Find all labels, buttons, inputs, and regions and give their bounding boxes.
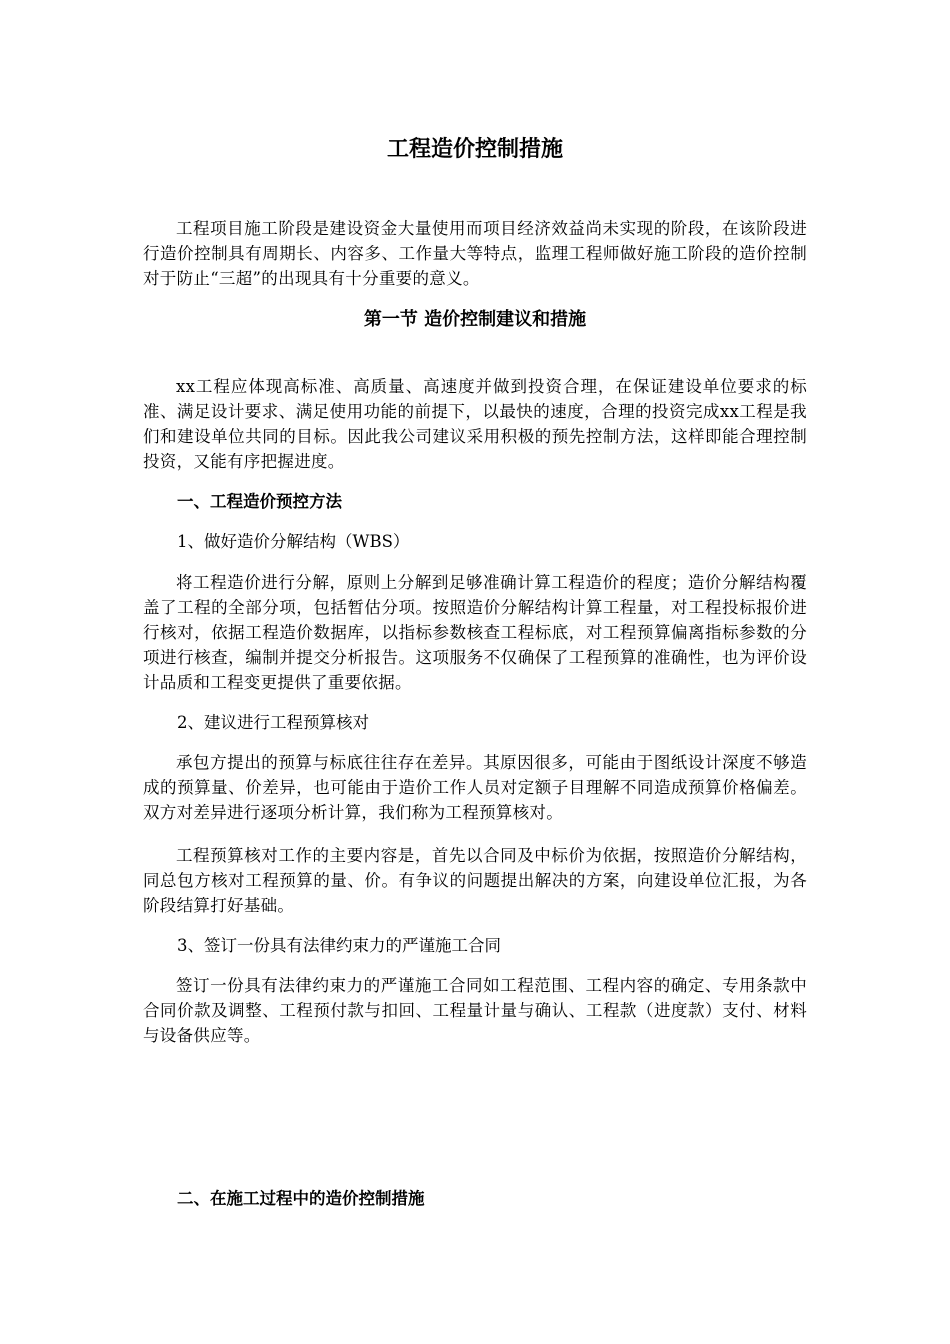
heading-preview-control: 一、工程造价预控方法 xyxy=(177,492,342,511)
intro-paragraph: 工程项目施工阶段是建设资金大量使用而项目经济效益尚未实现的阶段，在该阶段进行造价控制具有周期长、内容多、工作量大等特点，监理工程师做好施工阶段的造价控制对于防止“三超”的出现具有十分重要的意义。 xyxy=(143,219,807,288)
item-3-title: 3、签订一份具有法律约束力的严谨施工合同 xyxy=(177,936,501,955)
item-3-paragraph: 签订一份具有法律约束力的严谨施工合同如工程范围、工程内容的确定、专用条款中合同价款及调整、工程预付款与扣回、工程量计量与确认、工程款（进度款）支付、材料与设备供应等。 xyxy=(143,976,807,1045)
section1-paragraph: xx工程应体现高标准、高质量、高速度并做到投资合理，在保证建设单位要求的标准、满足设计要求、满足使用功能的前提下，以最快的速度，合理的投资完成xx工程是我们和建设单位共同的目标。因此我公司建议采用积极的预先控制方法，这样即能合理控制投资，又能有序把握进度。 xyxy=(143,377,807,471)
item-2-paragraph-2: 工程预算核对工作的主要内容是，首先以合同及中标价为依据，按照造价分解结构，同总包方核对工程预算的量、价。有争议的问题提出解决的方案，向建设单位汇报，为各阶段结算打好基础。 xyxy=(143,846,807,915)
item-2-title: 2、建议进行工程预算核对 xyxy=(177,713,369,732)
item-1-paragraph: 将工程造价进行分解，原则上分解到足够准确计算工程造价的程度；造价分解结构覆盖了工程的全部分项，包括暂估分项。按照造价分解结构计算工程量，对工程投标报价进行核对，依据工程造价数据库，以指标参数核查工程标底，对工程预算偏离指标参数的分项进行核查，编制并提交分析报告。这项服务不仅确保了工程预算的准确性，也为评价设计品质和工程变更提供了重要依据。 xyxy=(143,573,807,692)
section-title: 第一节 造价控制建议和措施 xyxy=(363,309,587,330)
item-2-paragraph-1: 承包方提出的预算与标底往往存在差异。其原因很多，可能由于图纸设计深度不够造成的预算量、价差异，也可能由于造价工作人员对定额子目理解不同造成预算价格偏差。双方对差异进行逐项分析计算，我们称为工程预算核对。 xyxy=(143,753,807,822)
item-1-title: 1、做好造价分解结构（WBS） xyxy=(177,532,410,551)
document-title: 工程造价控制措施 xyxy=(386,137,563,162)
heading-construction-control: 二、在施工过程中的造价控制措施 xyxy=(177,1189,425,1208)
